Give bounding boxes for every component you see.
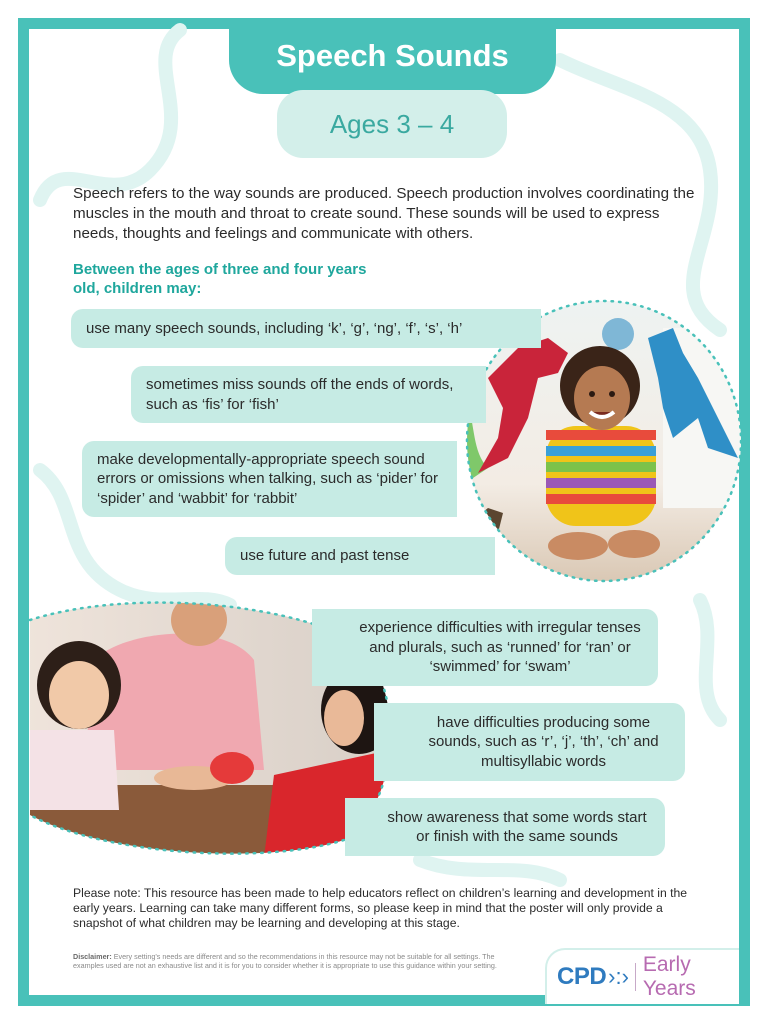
intro-paragraph: Speech refers to the way sounds are produced. Speech production involves coordinating the muscles in the mouth and throat to create sound. These sounds will be used to express needs, thoughts and feelings and communicate with others. xyxy=(73,185,695,242)
disclaimer xyxy=(73,952,513,970)
logo-arrow-icon: ›:› xyxy=(608,964,629,989)
educator-note: Please note: This resource has been made to help educators reflect on children’s learning and development in the early years. Learning can take many different forms, so please keep in mind that the poster will only provide a snapshot of what children may be learning and developing at this stage. xyxy=(73,886,688,930)
logo-product: Early Years xyxy=(642,953,696,1000)
age-range-badge: Ages 3 – 4 xyxy=(277,90,507,158)
disclaimer-text: Every setting’s needs are different and so the recommendations in this resource may not be suitable for all settings. The examples used are not an exhaustive list and it is for you to consider whether it is appropriate to use this guidance within your setting. xyxy=(73,952,497,970)
milestone-item: use many speech sounds, including ‘k’, ‘g’, ‘ng’, ‘f’, ‘s’, ‘h’ xyxy=(71,309,541,348)
milestone-item: use future and past tense xyxy=(225,537,495,575)
logo-brand: CPD xyxy=(557,963,607,990)
milestones-heading: Between the ages of three and four years old, children may: xyxy=(73,261,367,297)
disclaimer-label: Disclaimer: xyxy=(73,952,112,961)
milestone-item: make developmentally-appropriate speech sound errors or omissions when talking, such as ‘pider’ for ‘spider’ and ‘wabbit’ for ‘rabbit’ xyxy=(82,441,457,517)
milestone-item: experience difficulties with irregular tenses and plurals, such as ‘runned’ for ‘ran’ or ‘swimmed’ for ‘swam’ xyxy=(312,609,658,686)
milestone-item: have difficulties producing some sounds, such as ‘r’, ‘j’, ‘th’, ‘ch’ and multisyllabic words xyxy=(374,703,685,781)
milestone-item: show awareness that some words start or finish with the same sounds xyxy=(345,798,665,856)
cpd-early-years-logo xyxy=(545,948,739,1004)
page-title: Speech Sounds xyxy=(229,18,556,94)
milestone-item: sometimes miss sounds off the ends of words, such as ‘fis’ for ‘fish’ xyxy=(131,366,486,423)
logo-divider xyxy=(635,963,636,991)
